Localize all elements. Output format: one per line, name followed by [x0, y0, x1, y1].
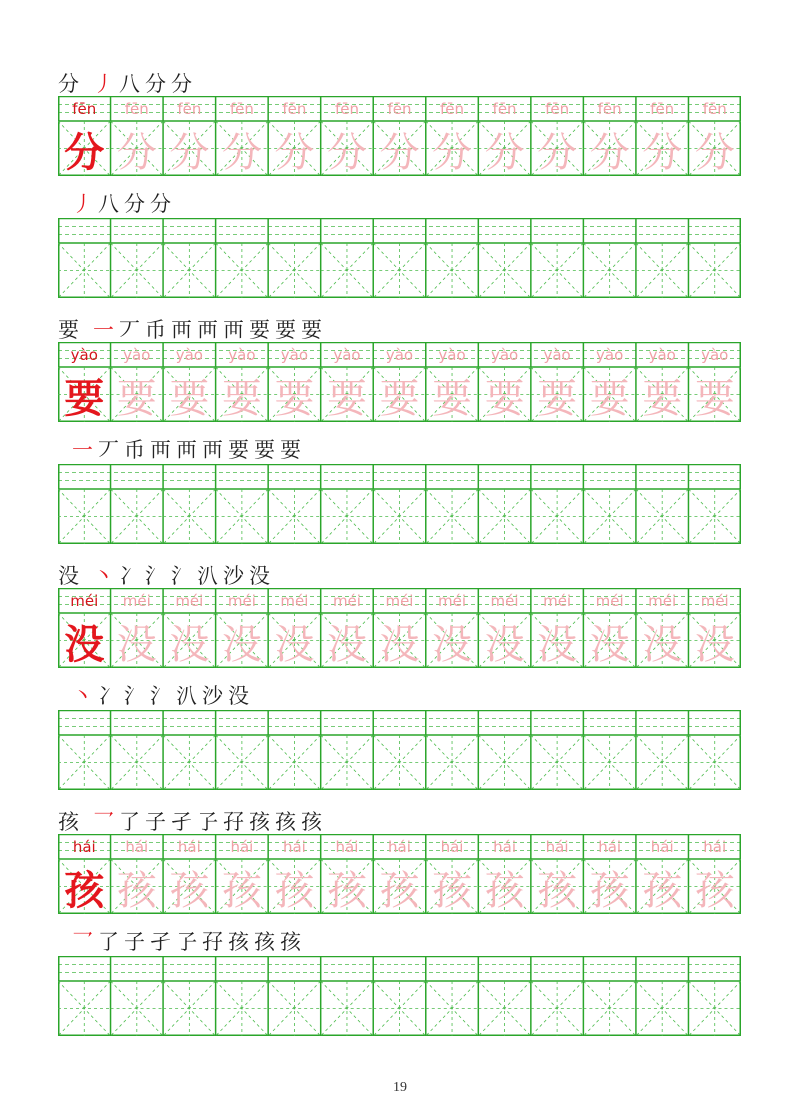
hanzi: 要	[379, 375, 420, 422]
practice-grid-lines	[58, 956, 741, 1036]
pinyin: hái	[125, 837, 149, 856]
hanzi: 要	[432, 375, 473, 422]
pinyin: méi	[332, 591, 361, 610]
stroke-step: 冫	[119, 564, 140, 588]
hanzi: 没	[274, 621, 315, 668]
stroke-step: 襾	[197, 318, 218, 342]
trace-cell[interactable]	[426, 342, 479, 422]
stroke-order-line	[72, 682, 249, 708]
pinyin: yào	[333, 345, 361, 364]
pinyin: méi	[122, 591, 151, 610]
pinyin: yào	[70, 345, 98, 364]
stroke-step: 孑	[171, 810, 192, 834]
hanzi: 没	[642, 621, 683, 668]
pinyin: yào	[596, 345, 624, 364]
hanzi: 分	[379, 129, 420, 176]
trace-cell[interactable]	[216, 588, 269, 668]
stroke-step: 氵	[145, 564, 166, 588]
hanzi: 没	[169, 621, 210, 668]
trace-cell[interactable]	[426, 96, 479, 176]
trace-cell[interactable]	[321, 342, 374, 422]
stroke-step: 汃	[176, 684, 197, 708]
pinyin: hái	[388, 837, 411, 856]
stroke-order-line	[72, 190, 171, 216]
stroke-step: 襾	[171, 318, 192, 342]
model-cell	[58, 342, 111, 422]
pinyin: méi	[543, 591, 572, 610]
stroke-order-sequence	[93, 806, 322, 836]
pinyin: fēn	[702, 99, 727, 118]
stroke-step: 要	[249, 318, 270, 342]
tracing-grid	[58, 96, 741, 176]
pinyin: hái	[440, 837, 464, 856]
hanzi: 分	[432, 129, 473, 176]
hanzi: 分	[221, 129, 262, 176]
hanzi: 要	[221, 375, 262, 422]
stroke-step: 一	[93, 318, 114, 342]
hanzi: 孩	[537, 867, 578, 914]
trace-cell[interactable]	[636, 834, 689, 914]
pinyin: yào	[438, 345, 466, 364]
stroke-step: 汃	[197, 564, 218, 588]
trace-cell[interactable]	[531, 342, 584, 422]
trace-cell[interactable]	[111, 834, 164, 914]
pinyin: yào	[175, 345, 203, 364]
trace-cell[interactable]	[636, 96, 689, 176]
pinyin: méi	[700, 591, 729, 610]
trace-cell[interactable]	[163, 96, 216, 176]
hanzi: 孩	[169, 867, 210, 914]
hanzi: 孩	[642, 867, 683, 914]
hanzi: 要	[537, 375, 578, 422]
trace-cell[interactable]	[688, 834, 741, 914]
stroke-step: 没	[228, 684, 249, 708]
stroke-step: 孩	[301, 810, 322, 834]
stroke-order-header	[58, 70, 192, 96]
pinyin: yào	[490, 345, 519, 364]
pinyin: yào	[123, 345, 151, 364]
pinyin: fēn	[334, 99, 359, 118]
hanzi: 要	[589, 375, 630, 422]
model-cell	[58, 588, 111, 668]
trace-cell[interactable]	[111, 342, 164, 422]
hanzi: 没	[221, 621, 262, 668]
pinyin: méi	[280, 591, 309, 610]
trace-cell[interactable]	[688, 342, 741, 422]
hanzi: 要	[116, 375, 157, 422]
stroke-step: 币	[145, 318, 166, 342]
stroke-order-line	[72, 928, 301, 954]
hanzi: 孩	[379, 867, 420, 914]
trace-cell[interactable]	[163, 834, 216, 914]
hanzi: 没	[326, 621, 367, 668]
trace-cell[interactable]	[531, 834, 584, 914]
stroke-step: 孑	[150, 930, 171, 954]
trace-cell[interactable]	[321, 588, 374, 668]
pinyin: hái	[177, 837, 201, 856]
stroke-step: 子	[145, 810, 166, 834]
hanzi: 孩	[221, 867, 262, 914]
stroke-order-sequence	[72, 926, 301, 956]
trace-cell[interactable]	[321, 834, 374, 914]
pinyin: hái	[650, 837, 674, 856]
trace-cell[interactable]	[478, 834, 531, 914]
pinyin: hái	[598, 837, 622, 856]
trace-cell[interactable]	[688, 588, 741, 668]
trace-cell[interactable]	[163, 342, 216, 422]
pinyin: méi	[385, 591, 414, 610]
trace-cell[interactable]	[268, 834, 321, 914]
pinyin: yào	[228, 345, 256, 364]
pinyin: hái	[493, 837, 516, 856]
stroke-step: 没	[249, 564, 270, 588]
hanzi: 要	[326, 375, 367, 422]
trace-cell[interactable]	[426, 834, 479, 914]
practice-grid-lines	[58, 710, 741, 790]
stroke-step: 襾	[202, 438, 223, 462]
stroke-step: 孖	[223, 810, 244, 834]
stroke-step: 孩	[249, 810, 270, 834]
pinyin: méi	[227, 591, 256, 610]
trace-cell[interactable]	[478, 342, 531, 422]
trace-cell[interactable]	[268, 588, 321, 668]
trace-cell[interactable]	[636, 342, 689, 422]
stroke-step: 襾	[176, 438, 197, 462]
stroke-step: 丿	[93, 72, 114, 96]
trace-cell[interactable]	[268, 342, 321, 422]
hanzi: 分	[484, 129, 525, 176]
hanzi: 分	[116, 129, 157, 176]
stroke-step: 了	[119, 810, 140, 834]
character-heading: 没	[58, 564, 79, 588]
tracing-grid	[58, 342, 741, 422]
trace-cell[interactable]	[268, 96, 321, 176]
stroke-step: 八	[98, 192, 119, 216]
character-heading: 孩	[58, 810, 79, 834]
hanzi: 要	[169, 375, 210, 422]
trace-cell[interactable]	[688, 96, 741, 176]
stroke-step: 了	[98, 930, 119, 954]
stroke-order-sequence	[72, 680, 249, 710]
stroke-step: 丿	[72, 192, 93, 216]
pinyin: fēn	[545, 99, 570, 118]
stroke-step: 丆	[98, 438, 119, 462]
stroke-step: 要	[254, 438, 275, 462]
hanzi: 孩	[326, 867, 367, 914]
stroke-order-header	[58, 316, 322, 342]
trace-cell[interactable]	[583, 342, 636, 422]
tracing-grid	[58, 834, 741, 914]
hanzi: 孩	[694, 867, 735, 914]
hanzi: 要	[642, 375, 683, 422]
hanzi: 没	[537, 621, 578, 668]
trace-cell[interactable]	[373, 834, 426, 914]
stroke-step: 孒	[176, 930, 197, 954]
trace-cell[interactable]	[163, 588, 216, 668]
pinyin: hái	[335, 837, 359, 856]
stroke-step: 子	[124, 930, 145, 954]
trace-cell[interactable]	[478, 588, 531, 668]
pinyin: hái	[282, 837, 306, 856]
stroke-step: 孩	[228, 930, 249, 954]
hanzi: 孩	[589, 867, 630, 914]
hanzi: 要	[274, 375, 315, 422]
stroke-order-sequence	[93, 314, 322, 344]
trace-cell[interactable]	[531, 588, 584, 668]
hanzi: 没	[694, 621, 735, 668]
page-number: 19	[393, 1080, 407, 1095]
stroke-step: 襾	[223, 318, 244, 342]
hanzi: 孩	[64, 866, 105, 914]
stroke-step: 襾	[150, 438, 171, 462]
hanzi: 要	[64, 374, 105, 422]
pinyin: yào	[280, 345, 309, 364]
stroke-step: 丆	[119, 318, 140, 342]
trace-cell[interactable]	[373, 96, 426, 176]
pinyin: méi	[438, 591, 467, 610]
trace-cell[interactable]	[373, 342, 426, 422]
pinyin: méi	[70, 591, 99, 610]
stroke-step: 一	[72, 438, 93, 462]
stroke-order-sequence	[72, 434, 301, 464]
hanzi: 分	[326, 129, 367, 176]
pinyin: méi	[595, 591, 624, 610]
model-cell	[58, 96, 111, 176]
character-heading: 要	[58, 318, 79, 342]
character-heading: 分	[58, 72, 79, 96]
trace-cell[interactable]	[373, 588, 426, 668]
practice-grid[interactable]	[58, 710, 741, 790]
pinyin: yào	[385, 345, 414, 364]
stroke-order-line	[72, 436, 301, 462]
hanzi: 分	[537, 129, 578, 176]
stroke-step: 孩	[275, 810, 296, 834]
pinyin: yào	[701, 345, 729, 364]
practice-grid[interactable]	[58, 464, 741, 544]
pinyin: méi	[648, 591, 677, 610]
pinyin: fēn	[597, 99, 622, 118]
stroke-step: 分	[150, 192, 171, 216]
hanzi: 分	[642, 129, 683, 176]
pinyin: fēn	[282, 99, 307, 118]
stroke-step: 要	[275, 318, 296, 342]
pinyin: fēn	[387, 99, 412, 118]
hanzi: 分	[274, 129, 315, 176]
pinyin: hái	[230, 837, 254, 856]
stroke-step: 要	[228, 438, 249, 462]
pinyin: yào	[648, 345, 676, 364]
hanzi: 分	[169, 129, 210, 176]
stroke-step: 氵	[124, 684, 145, 708]
pinyin: fēn	[72, 99, 97, 118]
pinyin: fēn	[124, 99, 149, 118]
hanzi: 分	[64, 128, 105, 176]
stroke-order-header	[58, 808, 322, 834]
stroke-step: 乛	[93, 810, 114, 834]
trace-cell[interactable]	[636, 588, 689, 668]
stroke-order-header	[58, 562, 270, 588]
stroke-step: 丶	[72, 684, 93, 708]
hanzi: 没	[64, 620, 105, 668]
stroke-step: 孖	[202, 930, 223, 954]
hanzi: 没	[116, 621, 157, 668]
trace-cell[interactable]	[216, 96, 269, 176]
stroke-step: 币	[124, 438, 145, 462]
stroke-order-sequence	[93, 560, 270, 590]
pinyin: fēn	[177, 99, 202, 118]
hanzi: 要	[484, 375, 525, 422]
trace-cell[interactable]	[321, 96, 374, 176]
hanzi: 孩	[484, 867, 525, 914]
stroke-step: 孒	[197, 810, 218, 834]
stroke-step: 丶	[93, 564, 114, 588]
trace-cell[interactable]	[426, 588, 479, 668]
hanzi: 分	[589, 129, 630, 176]
hanzi: 要	[694, 375, 735, 422]
pinyin: yào	[543, 345, 571, 364]
stroke-step: 氵	[171, 564, 192, 588]
practice-grid-lines	[58, 218, 741, 298]
hanzi: 没	[379, 621, 420, 668]
hanzi: 孩	[274, 867, 315, 914]
pinyin: fēn	[492, 99, 517, 118]
trace-cell[interactable]	[478, 96, 531, 176]
pinyin: fēn	[650, 99, 675, 118]
stroke-step: 分	[145, 72, 166, 96]
pinyin: hái	[545, 837, 569, 856]
hanzi: 没	[589, 621, 630, 668]
practice-grid[interactable]	[58, 218, 741, 298]
pinyin: méi	[175, 591, 204, 610]
hanzi: 分	[694, 129, 735, 176]
hanzi: 孩	[432, 867, 473, 914]
stroke-step: 分	[124, 192, 145, 216]
stroke-order-sequence	[72, 188, 171, 218]
trace-cell[interactable]	[111, 96, 164, 176]
practice-grid[interactable]	[58, 956, 741, 1036]
pinyin: fēn	[440, 99, 465, 118]
stroke-step: 分	[171, 72, 192, 96]
pinyin: hái	[703, 837, 727, 856]
trace-cell[interactable]	[583, 96, 636, 176]
stroke-step: 沙	[223, 564, 244, 588]
tracing-grid	[58, 588, 741, 668]
pinyin: méi	[490, 591, 519, 610]
trace-cell[interactable]	[216, 342, 269, 422]
trace-cell[interactable]	[111, 588, 164, 668]
stroke-step: 要	[280, 438, 301, 462]
stroke-step: 冫	[98, 684, 119, 708]
practice-grid-lines	[58, 464, 741, 544]
stroke-step: 孩	[254, 930, 275, 954]
trace-cell[interactable]	[216, 834, 269, 914]
pinyin: hái	[72, 837, 96, 856]
stroke-step: 孩	[280, 930, 301, 954]
stroke-step: 氵	[150, 684, 171, 708]
model-cell	[58, 834, 111, 914]
pinyin: fēn	[229, 99, 254, 118]
trace-cell[interactable]	[583, 834, 636, 914]
hanzi: 孩	[116, 867, 157, 914]
stroke-step: 要	[301, 318, 322, 342]
hanzi: 没	[484, 621, 525, 668]
stroke-order-sequence	[93, 68, 192, 98]
trace-cell[interactable]	[531, 96, 584, 176]
hanzi: 没	[432, 621, 473, 668]
stroke-step: 沙	[202, 684, 223, 708]
stroke-step: 八	[119, 72, 140, 96]
trace-cell[interactable]	[583, 588, 636, 668]
stroke-step: 乛	[72, 930, 93, 954]
